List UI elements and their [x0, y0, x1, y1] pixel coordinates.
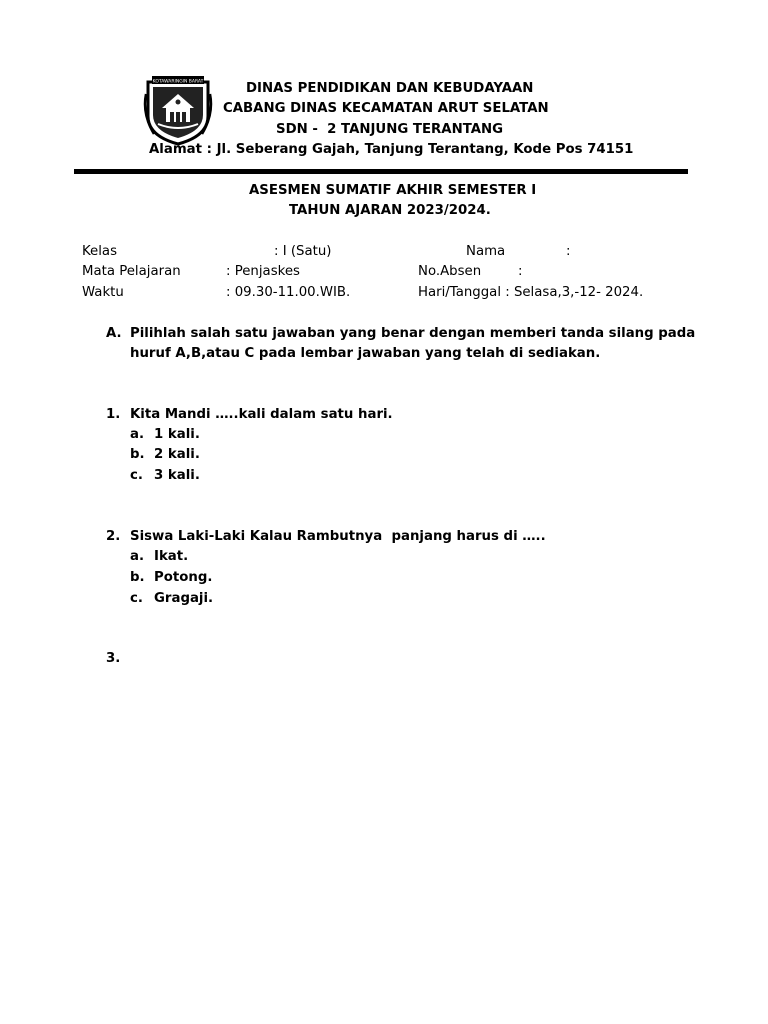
logo-text: KOTAWARINGIN BARAT: [152, 79, 204, 85]
header-line-2: CABANG DINAS KECAMATAN ARUT SELATAN: [223, 101, 549, 116]
header-address: Alamat : Jl. Seberang Gajah, Tanjung Terantang, Kode Pos 74151: [149, 142, 634, 157]
q1-option-b-letter: b.: [130, 447, 145, 462]
question-2-text: Siswa Laki-Laki Kalau Rambutnya panjang harus di …..: [130, 529, 546, 544]
nama-label: Nama: [466, 244, 506, 259]
question-3-number: 3.: [106, 651, 121, 666]
section-a-instruction-1: Pilihlah salah satu jawaban yang benar dengan memberi tanda silang pada: [130, 326, 696, 341]
q1-option-c: 3 kali.: [154, 468, 200, 483]
q1-option-c-letter: c.: [130, 468, 143, 483]
q2-option-b: Potong.: [154, 570, 213, 585]
exam-title: ASESMEN SUMATIF AKHIR SEMESTER I: [249, 183, 537, 198]
kelas-value: : I (Satu): [274, 244, 332, 259]
q2-option-c-letter: c.: [130, 591, 143, 606]
absen-label: No.Absen: [418, 264, 482, 279]
q2-option-c: Gragaji.: [154, 591, 214, 606]
absen-value: :: [518, 264, 523, 279]
kelas-label: Kelas: [82, 244, 118, 259]
q1-option-a-letter: a.: [130, 427, 145, 442]
q2-option-b-letter: b.: [130, 570, 145, 585]
section-a-marker: A.: [106, 326, 122, 341]
hari-tanggal: Hari/Tanggal : Selasa,3,-12- 2024.: [418, 285, 644, 300]
section-a-instruction-2: huruf A,B,atau C pada lembar jawaban yang telah di sediakan.: [130, 346, 601, 361]
header-line-1: DINAS PENDIDIKAN DAN KEBUDAYAAN: [246, 81, 534, 96]
question-2-number: 2.: [106, 529, 121, 544]
q2-option-a: Ikat.: [154, 549, 189, 564]
waktu-value: : 09.30-11.00.WIB.: [226, 285, 351, 300]
mapel-value: : Penjaskes: [226, 264, 300, 279]
header-line-3: SDN - 2 TANJUNG TERANTANG: [276, 122, 504, 137]
q2-option-a-letter: a.: [130, 549, 145, 564]
q1-option-b: 2 kali.: [154, 447, 200, 462]
exam-year: TAHUN AJARAN 2023/2024.: [289, 203, 491, 218]
header-divider: [74, 169, 688, 174]
question-1-number: 1.: [106, 407, 121, 422]
regional-emblem-icon: [142, 74, 214, 146]
q1-option-a: 1 kali.: [154, 427, 200, 442]
mapel-label: Mata Pelajaran: [82, 264, 181, 279]
nama-value: :: [566, 244, 571, 259]
question-1-text: Kita Mandi …..kali dalam satu hari.: [130, 407, 393, 422]
waktu-label: Waktu: [82, 285, 124, 300]
